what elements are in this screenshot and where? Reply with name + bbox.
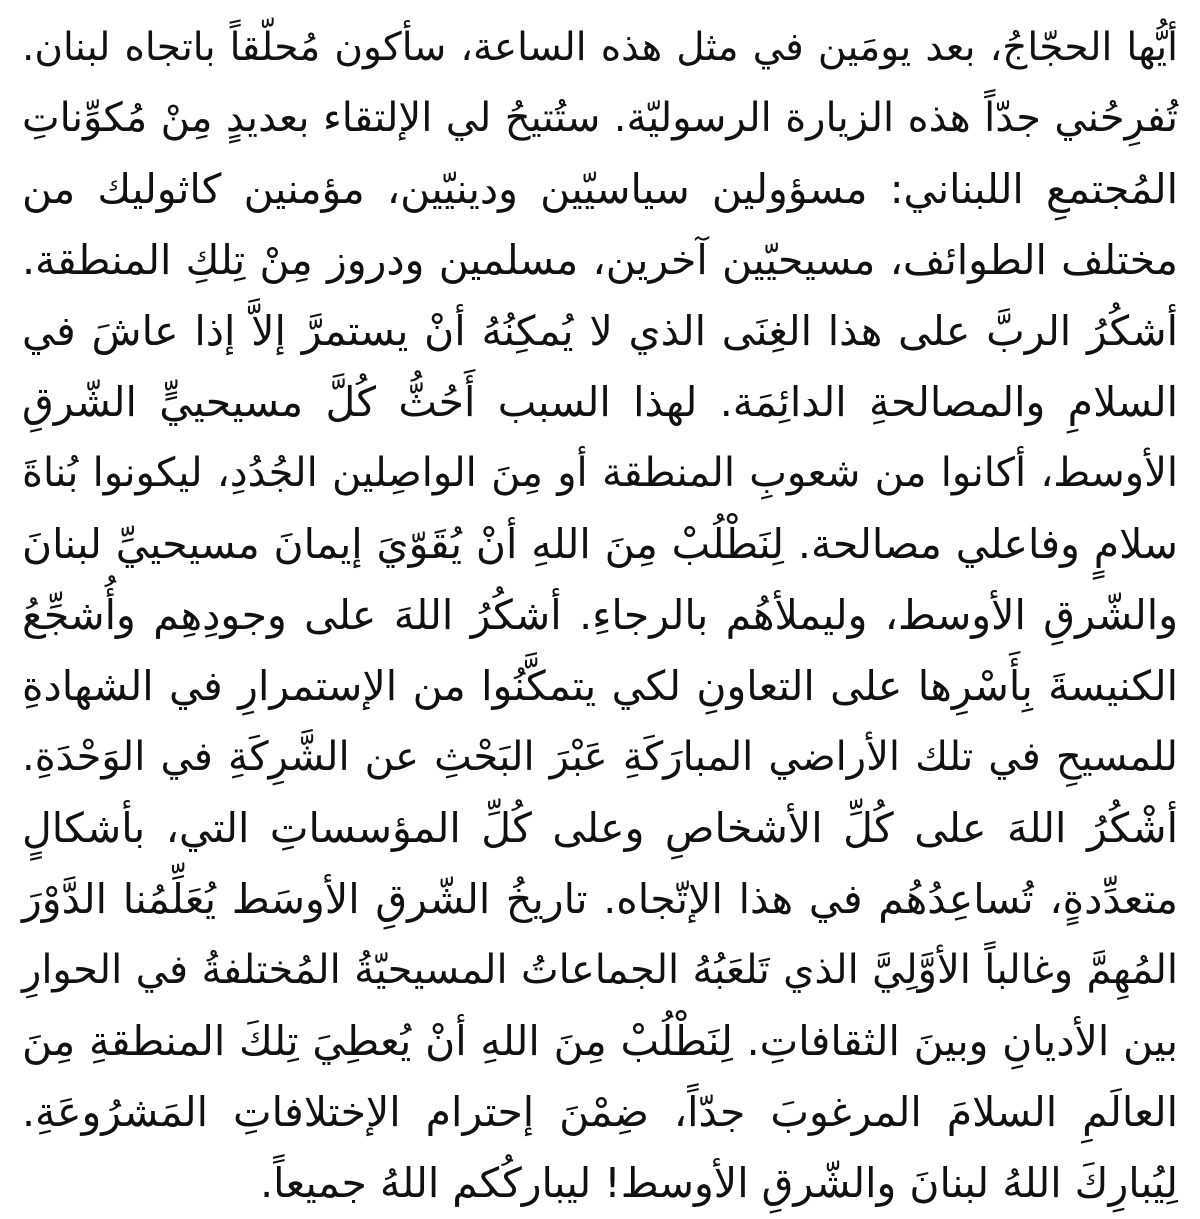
text-line: العالَمِ السلامَ المرغوبَ جدّاً، ضِمْنَ إحترام الإختلافاتِ المَشرُوعَةِ. [22, 1088, 1178, 1136]
text-line: أشْكُرُ اللهَ على كُلِّ الأشخاصِ وعلى كُلِّ المؤسساتِ التي، بأشكالٍ [22, 804, 1178, 852]
text-line: تُفرِحُني جدّاً هذه الزيارة الرسوليّة. ستُتيحُ لي الإلتقاء بعديدٍ مِنْ مُكوِّناتِ [22, 95, 1178, 141]
text-line: أيُّها الحجّاجُ، بعد يومَين في مثل هذه الساعة، سأكون مُحلّقاً باتجاه لبنان. [22, 25, 1178, 70]
text-line: مختلف الطوائف، مسيحيّين آخرين، مسلمين ودروز مِنْ تِلكِ المنطقة. [22, 236, 1178, 284]
text-line: والشّرقِ الأوسط، وليملأهُم بالرجاءِ. أشكُرُ اللهَ على وجودِهِم وأُشجِّعُ [22, 591, 1178, 639]
text-line: متعدِّدةٍ، تُساعِدُهُم في هذا الإتّجاه. تاريخُ الشّرقِ الأوسَط يُعَلِّمُنا الدَّوْرَ [22, 875, 1178, 923]
arabic-text-body [22, 12, 1178, 1219]
text-line: المُهِمَّ وغالباً الأوَّلِيَّ الذي تَلعَبُهُ الجماعاتُ المسيحيّةُ المُختلفةُ في الحوارِ [22, 947, 1178, 993]
text-line: أشكُرُ الربَّ على هذا الغِنَى الذي لا يُمكِنُهُ أنْ يستمرَّ إلاَّ إذا عاشَ في [22, 307, 1178, 355]
text-line: الكنيسةَ بِأَسْرِها على التعاونِ لكي يتمكَّنُوا من الإستمرارِ في الشهادةِ [22, 662, 1178, 710]
text-line: المُجتمعِ اللبناني: مسؤولين سياسيّين ودينيّين، مؤمنين كاثوليك من [22, 165, 1178, 213]
text-line: لِيُبارِكَ اللهُ لبنانَ والشّرقِ الأوسط! ليباركُكم اللهُ جميعاً. [260, 1159, 1178, 1207]
text-line: الأوسط، أكانوا من شعوبِ المنطقة أو مِنَ الواصِلين الجُدُدِ، ليكونوا بُناةَ [22, 450, 1178, 496]
text-line: السلامِ والمصالحةِ الدائِمَة. لهذا السبب أَحُثُّ كُلَّ مسيحييٍّ الشّرقِ [22, 378, 1178, 426]
text-line: للمسيحِ في تلك الأراضي المبارَكَةِ عَبْرَ البَحْثِ عن الشَّرِكَةِ في الوَحْدَةِ. [22, 734, 1178, 780]
text-line: سلامٍ وفاعلي مصالحة. لِنَطْلُبْ مِنَ اللهِ أنْ يُقَوّيَ إيمانَ مسيحييِّ لبنانَ [22, 520, 1178, 568]
text-line: بين الأديانِ وبينَ الثقافاتِ. لِنَطْلُبْ مِنَ اللهِ أنْ يُعطِيَ تِلكَ المنطقةِ مِنَ [22, 1017, 1178, 1065]
